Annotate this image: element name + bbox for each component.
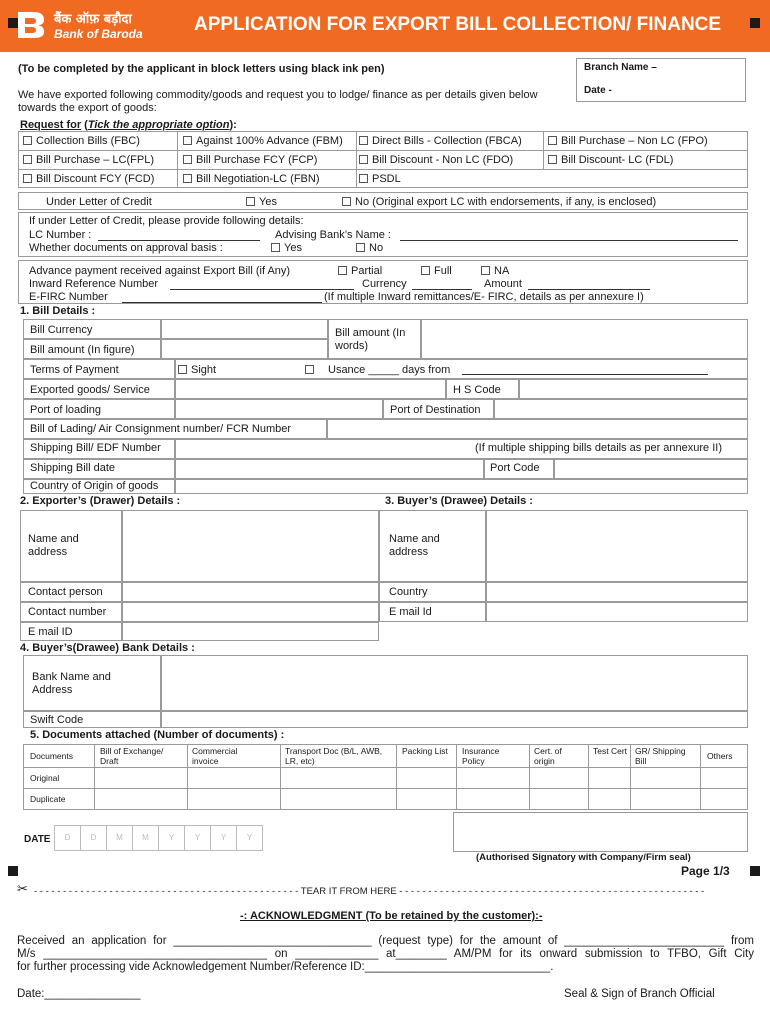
corner-mark — [8, 866, 18, 876]
advance-full-option[interactable]: Full — [421, 265, 452, 278]
checkbox[interactable] — [548, 155, 557, 164]
exporter-contact-number-label: Contact number — [28, 606, 107, 618]
port-loading-label: Port of loading — [30, 404, 101, 416]
option-fbn[interactable]: Bill Negotiation-LC (FBN) — [183, 173, 319, 186]
col-commercial-invoice: Commercial invoice — [192, 746, 238, 766]
bill-lading-field[interactable] — [327, 419, 748, 439]
intro-text-line2: towards the export of goods: — [18, 102, 157, 114]
date-box-month[interactable]: M — [106, 825, 133, 851]
checkbox[interactable] — [183, 174, 192, 183]
option-fbc[interactable]: Collection Bills (FBC) — [23, 135, 140, 148]
exporter-name-label: Name and address — [28, 533, 79, 558]
option-psdl[interactable]: PSDL — [359, 173, 401, 186]
row-duplicate: Duplicate — [30, 794, 66, 804]
exporter-name-field[interactable] — [122, 510, 379, 582]
bill-currency-field[interactable] — [161, 319, 328, 339]
advance-na-option[interactable]: NA — [481, 265, 509, 278]
advising-bank-label: Advising Bank’s Name : — [275, 229, 391, 241]
advance-received-label: Advance payment received against Export Bill (if Any) — [29, 265, 291, 277]
intro-text-line1: We have exported following commodity/goods and request you to lodge/ finance as per details given below — [18, 89, 538, 101]
bank-logo-icon — [14, 8, 48, 42]
usance-option[interactable] — [305, 364, 318, 377]
bill-amount-words-field[interactable] — [421, 319, 748, 359]
country-origin-label: Country of Origin of goods — [30, 480, 159, 492]
terms-of-payment-field[interactable] — [175, 359, 748, 379]
date-box-day[interactable]: D — [54, 825, 81, 851]
bill-details-heading: 1. Bill Details : — [20, 305, 96, 317]
checkbox[interactable] — [23, 174, 32, 183]
bank-name-hindi: बैंक ऑफ़ बड़ौदा — [54, 12, 132, 27]
lc-no-option[interactable]: No (Original export LC with endorsements, if any, is enclosed) — [342, 196, 656, 209]
row-original: Original — [30, 773, 60, 783]
instruction-text: (To be completed by the applicant in block letters using black ink pen) — [18, 63, 385, 75]
buyer-email-field[interactable] — [486, 602, 748, 622]
option-fbca[interactable]: Direct Bills - Collection (FBCA) — [359, 135, 522, 148]
bill-currency-label: Bill Currency — [30, 324, 93, 336]
swift-code-field[interactable] — [161, 711, 748, 728]
port-destination-label: Port of Destination — [390, 404, 481, 416]
currency-field[interactable] — [412, 289, 472, 290]
buyer-name-field[interactable] — [486, 510, 748, 582]
date-label: DATE — [24, 834, 51, 845]
port-loading-field[interactable] — [175, 399, 383, 419]
exporter-email-label: E mail ID — [28, 626, 73, 638]
ack-seal-sign: Seal & Sign of Branch Official — [564, 988, 715, 1000]
option-fpl[interactable]: Bill Purchase – LC(FPL) — [23, 154, 154, 167]
lc-number-field[interactable] — [98, 240, 260, 241]
checkbox[interactable] — [359, 136, 368, 145]
ack-line3: for further processing vide Acknowledgement Number/Reference ID:_____________________________. — [17, 961, 554, 973]
checkbox[interactable] — [178, 365, 187, 374]
option-fdl[interactable]: Bill Discount- LC (FDL) — [548, 154, 673, 167]
lc-details-heading: If under Letter of Credit, please provide following details: — [29, 215, 304, 227]
buyer-bank-name-label: Bank Name and Address — [32, 671, 111, 696]
approval-basis-label: Whether documents on approval basis : — [29, 242, 223, 254]
bill-amount-figure-label: Bill amount (In figure) — [30, 344, 135, 356]
ack-heading: -: ACKNOWLEDGMENT (To be retained by the customer):- — [240, 910, 543, 922]
efirc-field[interactable] — [122, 302, 322, 303]
checkbox[interactable] — [338, 266, 347, 275]
request-hint: Tick the appropriate option — [87, 119, 230, 131]
usance-days-field[interactable] — [462, 374, 708, 375]
exporter-heading: 2. Exporter’s (Drawer) Details : — [20, 495, 181, 507]
country-origin-field[interactable] — [175, 479, 748, 494]
port-code-field[interactable] — [554, 459, 748, 479]
checkbox[interactable] — [359, 155, 368, 164]
option-fcp[interactable]: Bill Purchase FCY (FCP) — [183, 154, 317, 167]
approval-no-option[interactable]: No — [356, 242, 383, 255]
shipping-note: (If multiple shipping bills details as per annexure II) — [475, 442, 723, 454]
col-test-cert: Test Cert — [593, 746, 628, 756]
checkbox[interactable] — [359, 174, 368, 183]
checkbox[interactable] — [271, 243, 280, 252]
shipping-date-label: Shipping Bill date — [30, 462, 116, 474]
lc-yes-option[interactable]: Yes — [246, 196, 277, 209]
exporter-contact-person-label: Contact person — [28, 586, 103, 598]
checkbox[interactable] — [305, 365, 314, 374]
option-fbm[interactable]: Against 100% Advance (FBM) — [183, 135, 343, 148]
date-box-year[interactable]: Y — [236, 825, 263, 851]
col-others: Others — [707, 751, 733, 761]
scissors-icon: ✂ — [17, 882, 28, 897]
documents-heading: 5. Documents attached (Number of documents) : — [30, 729, 285, 741]
hs-code-field[interactable] — [519, 379, 748, 399]
checkbox[interactable] — [342, 197, 351, 206]
port-code-label: Port Code — [490, 462, 540, 474]
signatory-label: (Authorised Signatory with Company/Firm seal) — [476, 852, 691, 863]
checkbox[interactable] — [548, 136, 557, 145]
col-documents: Documents — [30, 751, 73, 761]
lc-number-label: LC Number : — [29, 229, 92, 241]
branch-name-label: Branch Name – — [584, 62, 657, 73]
efirc-note: (If multiple Inward remittances/E- FIRC, details as per annexure I) — [324, 291, 644, 303]
checkbox[interactable] — [481, 266, 490, 275]
corner-mark — [8, 18, 18, 28]
signature-box[interactable] — [453, 812, 748, 852]
exported-goods-label: Exported goods/ Service — [30, 384, 150, 396]
ack-date: Date:_______________ — [17, 988, 141, 1000]
corner-mark — [750, 18, 760, 28]
exporter-contact-person-field[interactable] — [122, 582, 379, 602]
tear-line: - - - - - - - - - - - - - - - - - - - - - - - - - - - - - - - - - - - - - - - - - - - - - - TEAR IT FROM HERE - - - - - - - - - - - - - - - - - - - - - - - - - - - - - - - - - - - - - - - - - - - - - - - - - - - - - — [34, 886, 705, 897]
checkbox[interactable] — [183, 155, 192, 164]
buyer-heading: 3. Buyer’s (Drawee) Details : — [385, 495, 533, 507]
buyer-country-field[interactable] — [486, 582, 748, 602]
exported-goods-field[interactable] — [175, 379, 446, 399]
checkbox[interactable] — [23, 136, 32, 145]
shipping-date-field[interactable] — [175, 459, 484, 479]
buyer-name-label: Name and address — [389, 533, 440, 558]
buyer-bank-name-field[interactable] — [161, 655, 748, 711]
efirc-label: E-FIRC Number — [29, 291, 108, 303]
col-transport-doc: Transport Doc (B/L, AWB, LR, etc) — [285, 746, 383, 766]
advance-partial-option[interactable]: Partial — [338, 265, 382, 278]
col-cert-origin: Cert. of origin — [534, 746, 562, 766]
exporter-contact-number-field[interactable] — [122, 602, 379, 622]
date-box-year[interactable]: Y — [210, 825, 237, 851]
option-fdo[interactable]: Bill Discount - Non LC (FDO) — [359, 154, 513, 167]
advising-bank-field[interactable] — [400, 240, 738, 241]
checkbox[interactable] — [183, 136, 192, 145]
col-insurance-policy: Insurance Policy — [462, 746, 500, 766]
checkbox[interactable] — [356, 243, 365, 252]
branch-date-label: Date - — [584, 85, 612, 96]
date-box-day[interactable]: D — [80, 825, 107, 851]
date-box-year[interactable]: Y — [158, 825, 185, 851]
buyer-bank-heading: 4. Buyer’s(Drawee) Bank Details : — [20, 642, 195, 654]
shipping-bill-label: Shipping Bill/ EDF Number — [30, 442, 161, 454]
ack-line1: Received an application for _______________________________ (request type) for the amount of _________________________ from — [17, 935, 754, 947]
col-packing-list: Packing List — [402, 746, 448, 756]
checkbox[interactable] — [246, 197, 255, 206]
request-for-label: Request for (Tick the appropriate option): — [20, 119, 237, 131]
ack-line2: M/s ___________________________________ on _____________ at________ AM/PM for its onward submission to TFBO, Gift City — [17, 948, 754, 960]
request-for-text: Request for — [20, 119, 82, 131]
exporter-email-field[interactable] — [122, 622, 379, 641]
approval-yes-option[interactable]: Yes — [271, 242, 302, 255]
buyer-country-label: Country — [389, 586, 428, 598]
corner-mark — [750, 866, 760, 876]
option-fcd[interactable]: Bill Discount FCY (FCD) — [23, 173, 154, 186]
currency-label: Currency — [362, 278, 407, 290]
inward-ref-label: Inward Reference Number — [29, 278, 159, 290]
amount-field[interactable] — [528, 289, 650, 290]
col-bill-exchange: Bill of Exchange/ Draft — [100, 746, 164, 766]
checkbox[interactable] — [421, 266, 430, 275]
date-box-month[interactable]: M — [132, 825, 159, 851]
bill-lading-label: Bill of Lading/ Air Consignment number/ FCR Number — [30, 423, 292, 435]
bill-amount-figure-field[interactable] — [161, 339, 328, 359]
amount-label: Amount — [484, 278, 522, 290]
buyer-email-label: E mail Id — [389, 606, 432, 618]
bill-amount-words-label: Bill amount (In words) — [335, 327, 406, 352]
col-gr-shipping: GR/ Shipping Bill — [635, 746, 686, 766]
sight-option[interactable]: Sight — [178, 364, 216, 377]
bank-name: Bank of Baroda — [54, 27, 143, 41]
under-lc-label: Under Letter of Credit — [46, 196, 152, 208]
header-bar — [0, 0, 770, 52]
terms-label: Terms of Payment — [30, 364, 119, 376]
port-destination-field[interactable] — [494, 399, 748, 419]
page-number: Page 1/3 — [681, 864, 730, 878]
hs-code-label: H S Code — [453, 384, 501, 396]
swift-code-label: Swift Code — [30, 714, 84, 726]
form-title: APPLICATION FOR EXPORT BILL COLLECTION/ FINANCE — [194, 14, 722, 35]
usance-label: Usance _____ days from — [328, 364, 451, 376]
date-box-year[interactable]: Y — [184, 825, 211, 851]
checkbox[interactable] — [23, 155, 32, 164]
option-fpo[interactable]: Bill Purchase – Non LC (FPO) — [548, 135, 708, 148]
inward-ref-field[interactable] — [170, 289, 354, 290]
